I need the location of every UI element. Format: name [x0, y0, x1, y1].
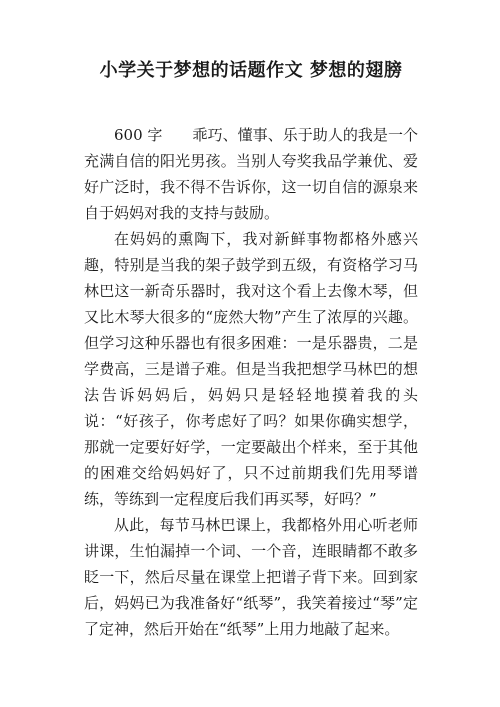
paragraph-2: 在妈妈的熏陶下，我对新鲜事物都格外感兴趣，特别是当我的架子鼓学到五级，有资格学习马林巴这一新奇乐器时，我对这个看上去像木琴，但又比木琴大很多的“庞然大物”产生了浓厚的兴趣。但学习这种乐器也有很多困难：一是乐器贵，二是学费高，三是谱子难。但是当我把想学马林巴的想法告诉妈妈后，妈妈只是轻轻地摸着我的头说：“好孩子，你考虑好了吗？如果你确实想学，那就一定要好好学，一定要敲出个样来，至于其他的困难交给妈妈好了，只不过前期我们先用琴谱练，等练到一定程度后我们再买琴，好吗？”: [84, 230, 418, 508]
article-body: [84, 122, 418, 642]
page-title: 小学关于梦想的话题作文 梦想的翅膀: [99, 60, 403, 81]
paragraph-3: 从此，每节马林巴课上，我都格外用心听老师讲课，生怕漏掉一个词、一个音，连眼睛都不敢多眨一下，然后尽量在课堂上把谱子背下来。回到家后，妈妈已为我准备好“纸琴”，我笑着接过“琴”定了定神，然后开始在“纸琴”上用力地敲了起来。: [84, 516, 418, 638]
paragraph-1: 600 字 乖巧、懂事、乐于助人的我是一个充满自信的阳光男孩。当别人夸奖我品学兼优、爱好广泛时，我不得不告诉你，这一切自信的源泉来自于妈妈对我的支持与鼓励。: [84, 126, 418, 222]
